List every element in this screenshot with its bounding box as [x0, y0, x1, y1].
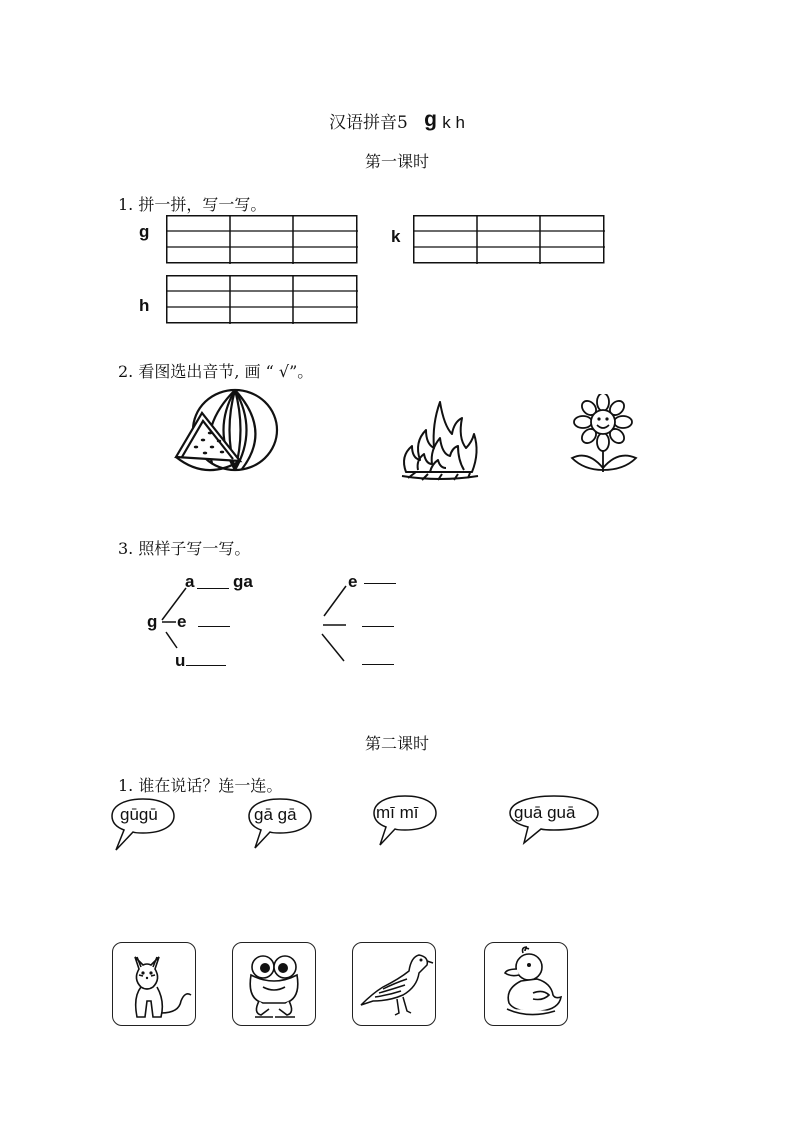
bubble-text-guagua: guā guā — [514, 803, 576, 822]
cat-icon — [113, 943, 195, 1025]
answer-blank-middle[interactable] — [362, 626, 394, 627]
answer-blank-e[interactable] — [364, 583, 396, 584]
example-syllable-ga: ga — [233, 572, 253, 591]
bubble-text-mimi: mī mī — [376, 803, 419, 822]
question-3-label: 3. 照样子写一写。 — [118, 539, 251, 558]
exercise-vowel-e: e — [348, 572, 358, 591]
fire-icon[interactable] — [398, 398, 482, 484]
pigeon-icon — [353, 943, 435, 1025]
writing-grid-k[interactable] — [413, 215, 605, 264]
flower-icon[interactable] — [566, 394, 640, 474]
letter-h: h — [139, 296, 150, 315]
lesson-two-heading: 第二课时 — [364, 734, 429, 753]
question-4-label: 1. 谁在说话？连一连。 — [118, 776, 283, 795]
card-duck[interactable] — [484, 942, 568, 1026]
duck-icon — [485, 943, 567, 1025]
letter-g: g — [139, 222, 150, 241]
bubble-text-gaga: gā gā — [254, 805, 297, 824]
title-text: 汉语拼音5 — [329, 113, 408, 133]
page-title — [0, 108, 794, 134]
writing-grid-h[interactable] — [166, 275, 358, 324]
card-pigeon[interactable] — [352, 942, 436, 1026]
example-vowel-a: a — [185, 572, 195, 591]
watermelon-icon[interactable] — [172, 385, 282, 480]
card-cat[interactable] — [112, 942, 196, 1026]
example-blank-a — [197, 588, 229, 589]
question-1-label: 1. 拼一拼，写一写。 — [118, 195, 267, 214]
writing-grid-g[interactable] — [166, 215, 358, 264]
frog-icon — [233, 943, 315, 1025]
example-vowel-u: u — [175, 651, 186, 670]
title-letters-kh: k h — [442, 113, 465, 132]
card-frog[interactable] — [232, 942, 316, 1026]
letter-k: k — [391, 227, 401, 246]
lesson-one-heading: 第一课时 — [364, 152, 429, 171]
answer-blank-ge[interactable] — [198, 626, 230, 627]
answer-blank-gu[interactable] — [186, 665, 226, 666]
title-letter-g: g — [424, 108, 437, 131]
example-consonant-g: g — [147, 612, 158, 631]
question-2-label: 2. 看图选出音节, 画 “ √”。 — [118, 362, 314, 381]
example-vowel-e: e — [177, 612, 187, 631]
answer-blank-bottom[interactable] — [362, 664, 394, 665]
bubble-text-gugu: gūgū — [120, 805, 158, 824]
